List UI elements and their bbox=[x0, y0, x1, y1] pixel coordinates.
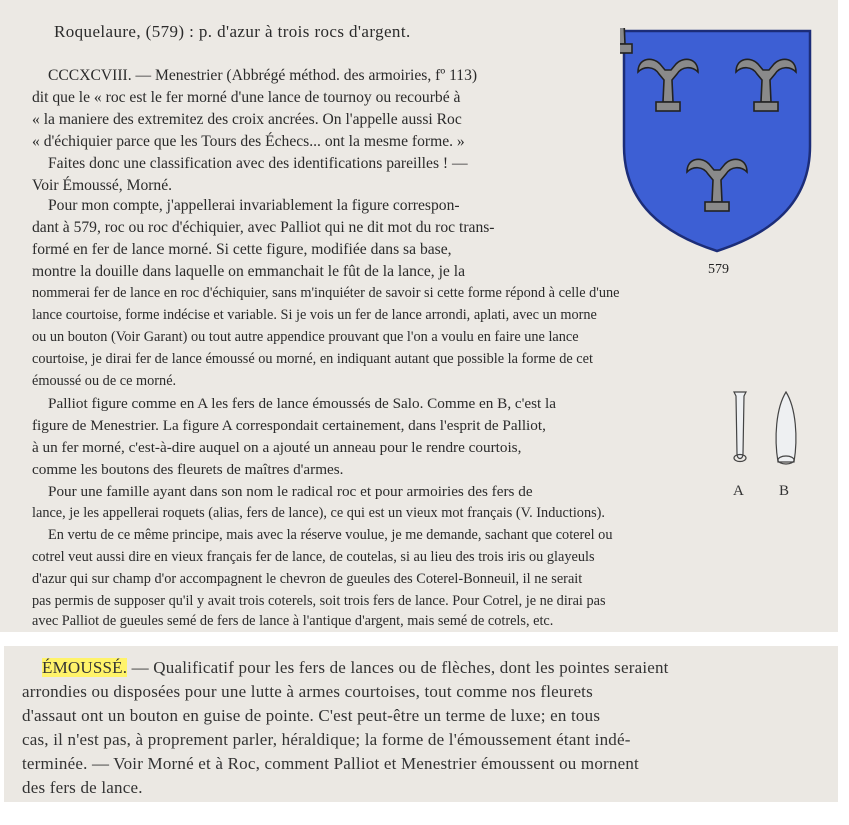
definition-panel bbox=[4, 646, 838, 802]
lance-heads-illustration bbox=[724, 388, 808, 470]
headword-highlight: ÉMOUSSÉ. bbox=[42, 658, 128, 677]
roquelaure-shield bbox=[620, 28, 814, 254]
definition-line: cas, il n'est pas, à proprement parler, héraldique; la forme de l'émoussement étant indé- bbox=[22, 730, 631, 749]
entry-line: ou un bouton (Voir Garant) ou tout autre appendice prouvant que l'on a voulu en faire une lance bbox=[32, 329, 579, 345]
entry-line: lance courtoise, forme indécise et variable. Si je vois un fer de lance arrondi, aplati, avec un morne bbox=[32, 307, 597, 323]
entry-line: lance, je les appellerai roquets (alias, fers de lance), ce qui est un vieux mot français (V. Inductions). bbox=[32, 505, 605, 521]
entry-line: montre la douille dans laquelle on emmanchait le fût de la lance, je la bbox=[32, 263, 465, 280]
entry-line: cotrel veut aussi dire en vieux français fer de lance, de coutelas, si au lieu des trois iris ou glayeuls bbox=[32, 549, 595, 565]
entry-line: figure de Menestrier. La figure A correspondait certainement, dans l'esprit de Palliot, bbox=[32, 417, 546, 434]
figure-number: 579 bbox=[708, 262, 729, 277]
entry-line: CCCXCVIII. — Menestrier (Abbrégé méthod. des armoiries, fº 113) bbox=[48, 67, 478, 84]
definition-line bbox=[42, 658, 669, 677]
entry-title: Roquelaure, (579) : p. d'azur à trois rocs d'argent. bbox=[54, 22, 411, 41]
lance-label-b: B bbox=[779, 483, 790, 499]
definition-line: d'assaut ont un bouton en guise de pointe. C'est peut-être un terme de luxe; en tous bbox=[22, 706, 601, 725]
entry-line: dit que le « roc est le fer morné d'une lance de tournoy ou recourbé à bbox=[32, 89, 461, 106]
entry-line: formé en fer de lance morné. Si cette figure, modifiée dans sa base, bbox=[32, 241, 452, 258]
definition-line: des fers de lance. bbox=[22, 778, 143, 797]
lance-label-a: A bbox=[733, 483, 744, 499]
entry-line: nommerai fer de lance en roc d'échiquier, sans m'inquiéter de savoir si cette forme répond à celle d'une bbox=[32, 285, 620, 301]
entry-line: Pour mon compte, j'appellerai invariablement la figure correspon- bbox=[48, 197, 460, 214]
entry-line: émoussé ou de ce morné. bbox=[32, 373, 177, 389]
entry-line: comme les boutons des fleurets de maîtres d'armes. bbox=[32, 461, 344, 478]
entry-line: En vertu de ce même principe, mais avec la réserve voulue, je me demande, sachant que coterel ou bbox=[48, 527, 613, 543]
entry-line: avec Palliot de gueules semé de fers de lance à l'antique d'argent, mais semé de cotrels, etc. bbox=[32, 613, 554, 629]
entry-line: Palliot figure comme en A les fers de lance émoussés de Salo. Comme en B, c'est la bbox=[48, 395, 557, 412]
entry-line: d'azur qui sur champ d'or accompagnent le chevron de gueules des Coterel-Bonneuil, il ne serait bbox=[32, 571, 583, 587]
definition-line: terminée. — Voir Morné et à Roc, comment Palliot et Menestrier émoussent ou mornent bbox=[22, 754, 639, 773]
entry-line: à un fer morné, c'est-à-dire auquel on a ajouté un anneau pour le rendre courtois, bbox=[32, 439, 522, 456]
entry-line: Pour une famille ayant dans son nom le radical roc et pour armoiries des fers de bbox=[48, 483, 533, 500]
entry-line: pas permis de supposer qu'il y avait trois coterels, soit trois fers de lance. Pour Cotrel, je ne dirai pas bbox=[32, 593, 606, 609]
entry-line: Faites donc une classification avec des identifications pareilles ! — bbox=[48, 155, 468, 172]
entry-line: « d'échiquier parce que les Tours des Échecs... ont la mesme forme. » bbox=[32, 133, 465, 150]
definition-line: arrondies ou disposées pour une lutte à armes courtoises, tout comme nos fleurets bbox=[22, 682, 593, 701]
entry-line: courtoise, je dirai fer de lance émoussé ou morné, en indiquant autant que possible la forme de cet bbox=[32, 351, 593, 367]
entry-line: Voir Émoussé, Morné. bbox=[32, 177, 173, 194]
entry-line: dant à 579, roc ou roc d'échiquier, avec Palliot qui ne dit mot du roc trans- bbox=[32, 219, 495, 236]
definition-line-text: — Qualificatif pour les fers de lances ou de flèches, dont les pointes seraient bbox=[127, 658, 669, 677]
entry-line: « la maniere des extremitez des croix ancrées. On l'appelle aussi Roc bbox=[32, 111, 462, 128]
